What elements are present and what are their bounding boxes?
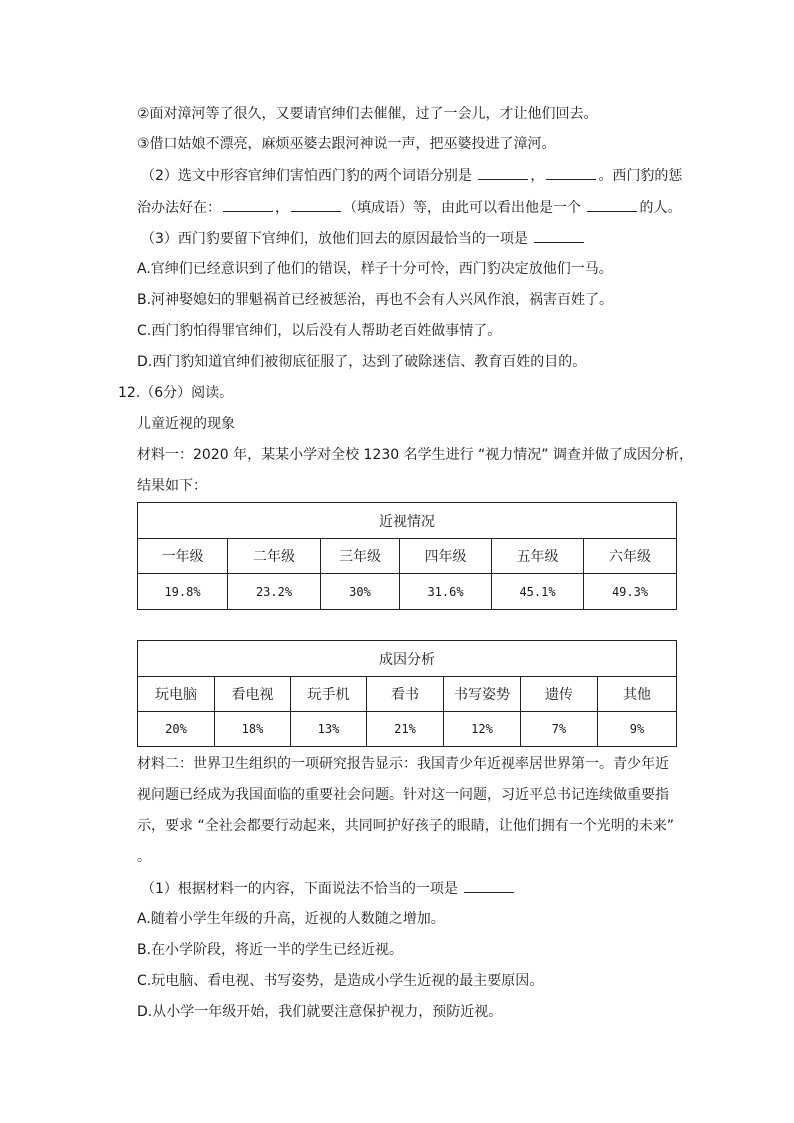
option-a: A.官绅们已经意识到了他们的错误，样子十分可怜，西门豹决定放他们一马。 [137,261,613,277]
option-c: C.西门豹怕得罪官绅们，以后没有人帮助老百姓做事情了。 [137,323,502,339]
material-2-text: 示，要求 “全社会都要行动起来，共同呵护好孩子的眼睛，让他们拥有一个光明的未来” [137,818,674,834]
answer-blank[interactable] [478,165,528,180]
table-cell: 12% [444,712,521,747]
material-2-text: 材料二：世界卫生组织的一项研究报告显示：我国青少年近视率居世界第一。青少年近 [137,756,669,772]
text-segment: ， [275,200,289,216]
text-segment: （1）根据材料一的内容，下面说法不恰当的一项是 [141,881,458,897]
answer-blank[interactable] [291,197,341,212]
table-cell: 23.2% [228,574,321,610]
material-2-text: 视问题已经成为我国面临的重要社会问题。针对这一问题，习近平总书记连续做重要指 [137,787,669,803]
table-header: 看电视 [215,677,291,712]
option-d: D.从小学一年级开始，我们就要注意保护视力，预防近视。 [137,1004,503,1020]
table-header: 四年级 [400,539,492,574]
answer-blank[interactable] [534,228,584,243]
table-header: 遗传 [521,677,598,712]
table-header: 其他 [598,677,677,712]
table-header: 看书 [367,677,444,712]
table-cell: 49.3% [584,574,677,610]
option-a: A.随着小学生年级的升高，近视的人数随之增加。 [137,911,445,927]
question-3-line [141,228,586,249]
table-cell: 19.8% [138,574,228,610]
text-segment: ， [530,168,545,184]
text-line: ②面对漳河等了很久，又要请官绅们去催催，过了一会儿，才让他们回去。 [137,106,598,122]
table-cell: 9% [598,712,677,747]
material-1-text: 材料一：2020 年，某某小学对全校 1230 名学生进行 “视力情况” 调查并做了成因分析， [137,447,694,463]
table-header: 二年级 [228,539,321,574]
text-segment: （2）选文中形容官绅们害怕西门豹的两个词语分别是 [141,168,472,184]
table-header: 玩手机 [291,677,367,712]
table-header: 三年级 [321,539,400,574]
option-c: C.玩电脑、看电视、书写姿势，是造成小学生近视的最主要原因。 [137,973,544,989]
option-b: B.河神娶媳妇的罪魁祸首已经被惩治，再也不会有人兴风作浪，祸害百姓了。 [137,292,614,308]
table-cell: 30% [321,574,400,610]
text-line: ③借口姑娘不漂亮，麻烦巫婆去跟河神说一声，把巫婆投进了漳河。 [137,136,556,152]
table-cell: 13% [291,712,367,747]
text-segment: 。西门豹的惩 [598,168,683,184]
table-caption: 成因分析 [138,641,677,677]
table-cell: 45.1% [492,574,584,610]
table-header: 玩电脑 [138,677,215,712]
table-cell: 18% [215,712,291,747]
table-header: 五年级 [492,539,584,574]
sub-question-1 [141,878,516,899]
table-header: 六年级 [584,539,677,574]
material-2-text: 。 [137,849,151,865]
text-segment: （3）西门豹要留下官绅们，放他们回去的原因最恰当的一项是 [141,231,528,247]
table-caption: 近视情况 [138,503,677,539]
text-segment: （填成语）等，由此可以看出他是一个 [343,200,581,216]
passage-title: 儿童近视的现象 [137,416,235,432]
table-cell: 31.6% [400,574,492,610]
material-1-text: 结果如下： [137,478,207,494]
table-cell: 20% [138,712,215,747]
answer-blank[interactable] [546,165,596,180]
answer-blank[interactable] [464,878,514,893]
table-header: 书写姿势 [444,677,521,712]
table-cell: 21% [367,712,444,747]
myopia-table [137,502,677,610]
text-segment: 的人。 [639,200,682,216]
answer-blank[interactable] [223,197,273,212]
table-cell: 7% [521,712,598,747]
question-2-line [141,165,682,186]
answer-blank[interactable] [587,197,637,212]
cause-analysis-table [137,640,677,747]
table-header: 一年级 [138,539,228,574]
question-12-heading: 12.（6分）阅读。 [118,385,234,401]
text-segment: 治办法好在： [137,200,221,216]
option-d: D.西门豹知道官绅们被彻底征服了，达到了破除迷信、教育百姓的目的。 [137,354,587,370]
question-2-line [137,197,681,218]
option-b: B.在小学阶段，将近一半的学生已经近视。 [137,942,404,958]
